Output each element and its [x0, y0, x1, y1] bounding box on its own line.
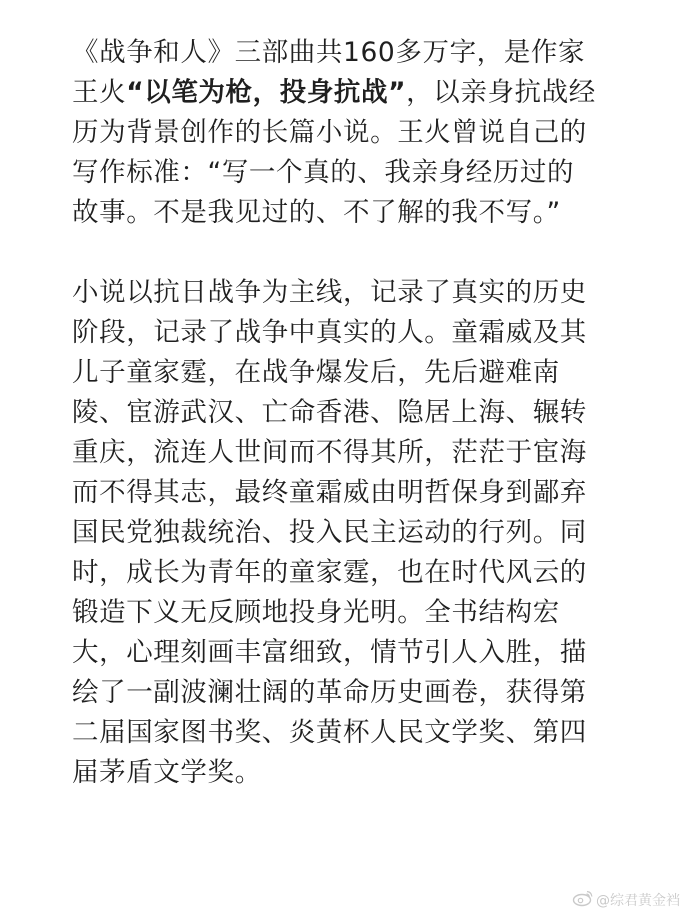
paragraph-2-line: 重庆，流连人世间而不得其所，茫茫于宦海 [72, 437, 587, 468]
weibo-logo-icon [572, 889, 596, 911]
paragraph-2-line: 二届国家图书奖、炎黄杯人民文学奖、第四 [72, 717, 587, 748]
paragraph-2 [72, 273, 632, 793]
paragraph-2-line: 而不得其志，最终童霜威由明哲保身到鄙弃 [72, 477, 587, 508]
paragraph-2-line: 大，心理刻画丰富细致，情节引人入胜，描 [72, 637, 587, 668]
paragraph-2-line: 阶段，记录了战争中真实的人。童霜威及其 [72, 317, 587, 348]
paragraph-1-line: 《战争和人》三部曲共160多万字，是作家 [72, 37, 586, 68]
text-run: 王火 [72, 77, 127, 108]
paragraph-1-line: 写作标准：“写一个真的、我亲身经历过的 [72, 157, 575, 188]
paragraph-2-line: 绘了一副波澜壮阔的革命历史画卷，获得第 [72, 677, 587, 708]
watermark [572, 889, 680, 911]
paragraph-2-line: 时，成长为青年的童家霆，也在时代风云的 [72, 557, 587, 588]
text-run: ，以亲身抗战经 [406, 77, 596, 108]
watermark-text: @综君黄金裆 [596, 893, 680, 909]
paragraph-1-line: 故事。不是我见过的、不了解的我不写。” [72, 197, 561, 228]
paragraph-2-line: 儿子童家霆，在战争爆发后，先后避难南 [72, 357, 560, 388]
paragraph-2-line: 陵、宦游武汉、亡命香港、隐居上海、辗转 [72, 397, 587, 428]
article-body [72, 33, 632, 793]
paragraph-2-line: 国民党独裁统治、投入民主运动的行列。同 [72, 517, 587, 548]
paragraph-2-line: 届茅盾文学奖。 [72, 757, 262, 788]
paragraph-2-line: 锻造下义无反顾地投身光明。全书结构宏 [72, 597, 560, 628]
paragraph-1-line: 历为背景创作的长篇小说。王火曾说自己的 [72, 117, 587, 148]
paragraph-1-line [72, 73, 632, 113]
paragraph-1 [72, 33, 632, 233]
emphasized-quote: “以笔为枪，投身抗战” [126, 77, 407, 108]
paragraph-2-line: 小说以抗日战争为主线，记录了真实的历史 [72, 277, 587, 308]
